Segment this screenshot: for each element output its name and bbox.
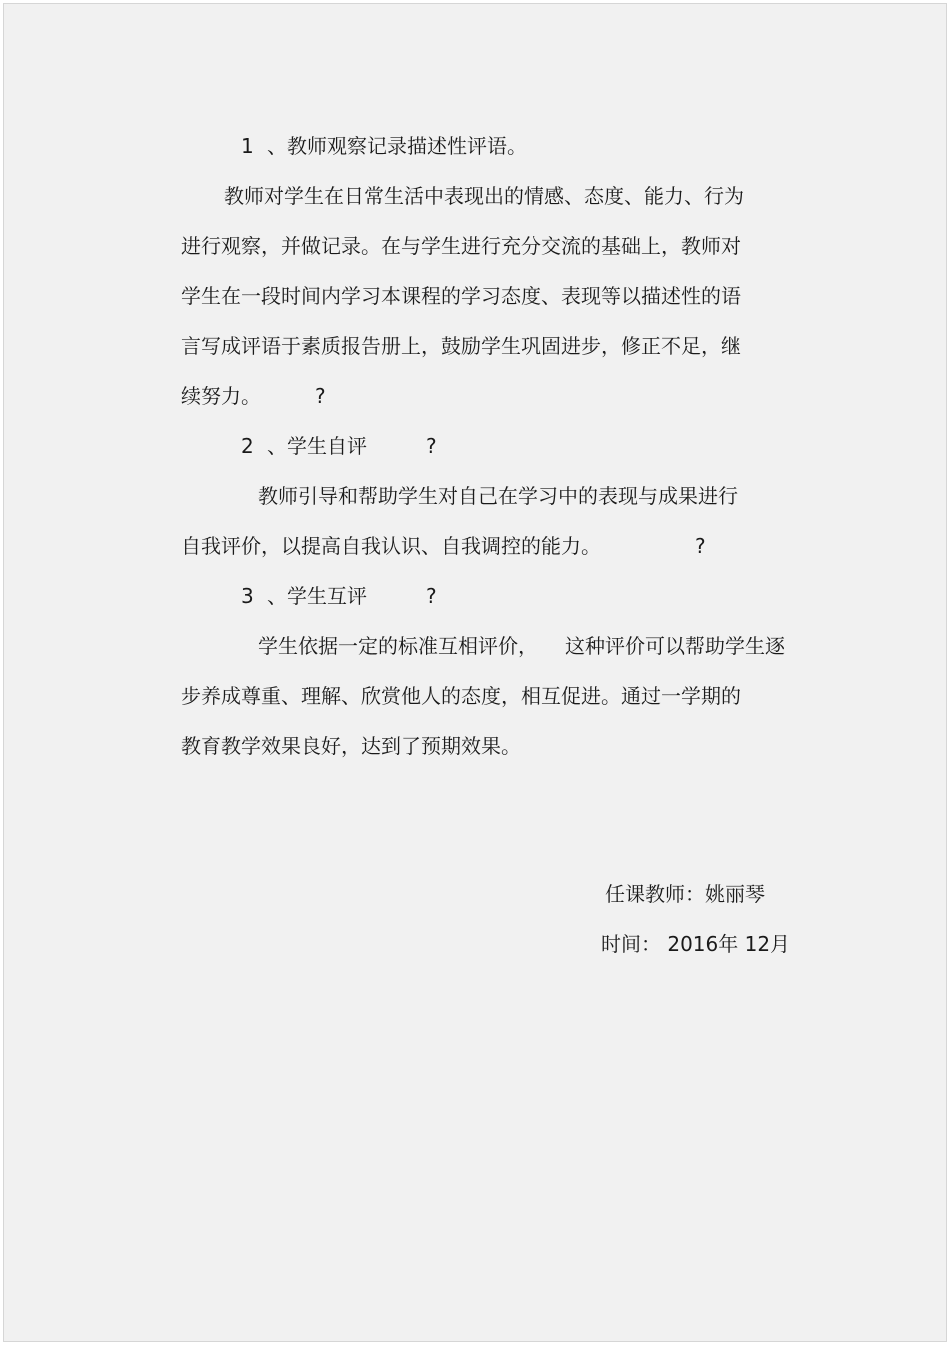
teacher-signature: 任课教师：姚丽琴 — [605, 882, 765, 906]
section-3-heading — [241, 583, 367, 609]
section-2-heading-mark: ? — [426, 434, 437, 458]
section-3-title: 、学生互评 — [267, 584, 367, 608]
signature-date: 时间： 2016年 12月 — [601, 932, 791, 956]
section-1-number: 1 — [241, 134, 254, 158]
section-1-line-5: 续努力。 — [181, 384, 261, 408]
section-1-trailing-mark: ? — [315, 384, 326, 408]
section-1-heading — [241, 133, 527, 159]
section-2-title: 、学生自评 — [267, 434, 367, 458]
section-2-number: 2 — [241, 434, 254, 458]
section-1-line-3: 学生在一段时间内学习本课程的学习态度、表现等以描述性的语 — [181, 284, 741, 308]
section-3-line-1b: 这种评价可以帮助学生逐 — [565, 634, 785, 658]
section-1-line-4: 言写成评语于素质报告册上，鼓励学生巩固进步，修正不足，继 — [181, 334, 741, 358]
section-3-line-1a: 学生依据一定的标准互相评价， — [258, 634, 538, 658]
section-3-line-2: 步养成尊重、理解、欣赏他人的态度，相互促进。通过一学期的 — [181, 684, 741, 708]
section-3-number: 3 — [241, 584, 254, 608]
section-1-line-2: 进行观察，并做记录。在与学生进行充分交流的基础上，教师对 — [181, 234, 741, 258]
section-2-line-1: 教师引导和帮助学生对自己在学习中的表现与成果进行 — [258, 484, 738, 508]
section-2-trailing-mark: ? — [695, 534, 706, 558]
document-page — [3, 3, 947, 1342]
section-1-title: 、教师观察记录描述性评语。 — [267, 134, 527, 158]
section-2-line-2: 自我评价，以提高自我认识、自我调控的能力。 — [181, 534, 601, 558]
section-2-heading — [241, 433, 367, 459]
section-1-line-1: 教师对学生在日常生活中表现出的情感、态度、能力、行为 — [224, 184, 744, 208]
section-3-line-3: 教育教学效果良好，达到了预期效果。 — [181, 734, 521, 758]
section-3-heading-mark: ? — [426, 584, 437, 608]
